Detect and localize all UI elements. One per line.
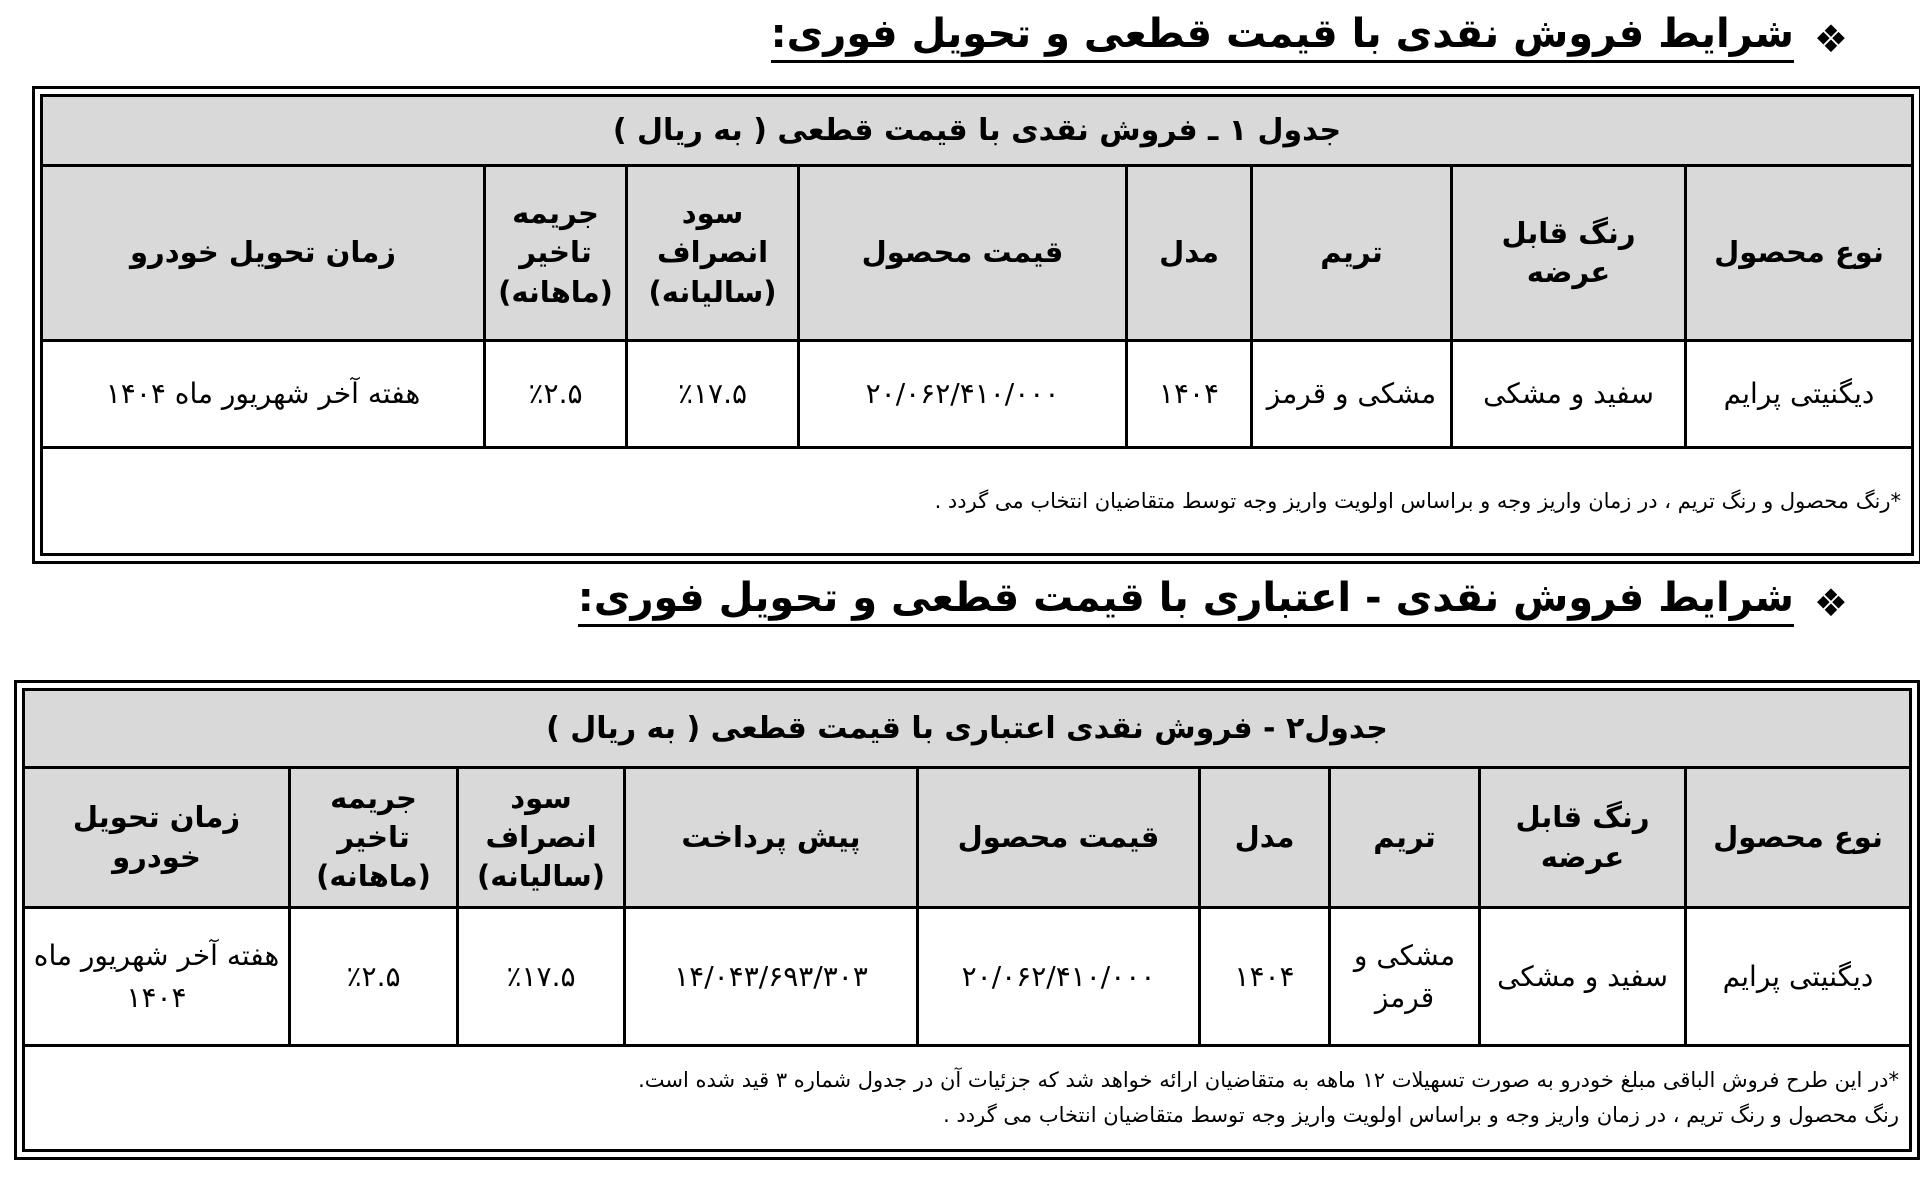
table2-cell-price: ۲۰/۰۶۲/۴۱۰/۰۰۰ (918, 908, 1200, 1046)
table1-header-price: قیمت محصول (799, 166, 1127, 341)
section1-heading-text: شرایط فروش نقدی با قیمت قطعی و تحویل فوری: (771, 14, 1794, 63)
table2-header-model: مدل (1200, 768, 1330, 908)
table1-header-trim: تریم (1252, 166, 1452, 341)
table2-cell-product: دیگنیتی پرایم (1686, 908, 1911, 1046)
table1-frame (32, 86, 1920, 564)
table2-cell-trim: مشکی و قرمز (1330, 908, 1480, 1046)
diamond-bullet-icon: ❖ (1813, 580, 1848, 625)
table2-header-penalty: جریمه تاخیر (ماهانه) (290, 768, 458, 908)
table1-cell-trim: مشکی و قرمز (1252, 341, 1452, 448)
table1-note-text: *رنگ محصول و رنگ تریم ، در زمان واریز وجه و براساس اولویت واریز وجه توسط متقاضیان انتخاب می گردد . (934, 488, 1901, 513)
table1-header-color: رنگ قابل عرضه (1452, 166, 1686, 341)
diamond-bullet-icon: ❖ (1813, 16, 1848, 61)
table2 (22, 688, 1912, 1152)
table1-header-delivery: زمان تحویل خودرو (42, 166, 485, 341)
table1-cell-price: ۲۰/۰۶۲/۴۱۰/۰۰۰ (799, 341, 1127, 448)
table2-frame (14, 680, 1920, 1160)
table2-header-delivery: زمان تحویل خودرو (24, 768, 290, 908)
table1-cell-delivery: هفته آخر شهریور ماه ۱۴۰۴ (42, 341, 485, 448)
table2-header-withdrawal: سود انصراف (سالیانه) (458, 768, 625, 908)
table2-header-prepayment: پیش پرداخت (625, 768, 918, 908)
table1-cell-color: سفید و مشکی (1452, 341, 1686, 448)
table1-cell-penalty: ٪۲.۵ (485, 341, 627, 448)
table1 (40, 94, 1914, 556)
table1-header-penalty: جریمه تاخیر (ماهانه) (485, 166, 627, 341)
table2-cell-prepayment: ۱۴/۰۴۳/۶۹۳/۳۰۳ (625, 908, 918, 1046)
section1-heading (770, 11, 1848, 63)
table2-note-line1: *در این طرح فروش الباقی مبلغ خودرو به صورت تسهیلات ۱۲ ماهه به متقاضیان ارائه خواهد شد که جزئیات آن در جدول شماره ۳ قید شده است. (638, 1068, 1899, 1093)
table2-cell-color: سفید و مشکی (1480, 908, 1686, 1046)
table1-cell-product: دیگنیتی پرایم (1686, 341, 1913, 448)
section2-heading (577, 575, 1848, 627)
table1-cell-withdrawal: ٪۱۷.۵ (627, 341, 799, 448)
table2-title: جدول۲ - فروش نقدی اعتباری با قیمت قطعی ( به ریال ) (24, 690, 1911, 768)
table2-header-trim: تریم (1330, 768, 1480, 908)
table1-cell-model: ۱۴۰۴ (1127, 341, 1252, 448)
table1-note (42, 448, 1913, 555)
table2-header-price: قیمت محصول (918, 768, 1200, 908)
table2-cell-withdrawal: ٪۱۷.۵ (458, 908, 625, 1046)
table1-header-model: مدل (1127, 166, 1252, 341)
table2-cell-model: ۱۴۰۴ (1200, 908, 1330, 1046)
section2-heading-text: شرایط فروش نقدی - اعتباری با قیمت قطعی و تحویل فوری: (578, 578, 1794, 627)
table2-note (24, 1046, 1911, 1151)
table1-header-product: نوع محصول (1686, 166, 1913, 341)
table2-cell-penalty: ٪۲.۵ (290, 908, 458, 1046)
table2-header-product: نوع محصول (1686, 768, 1911, 908)
table2-header-color: رنگ قابل عرضه (1480, 768, 1686, 908)
table1-title: جدول ۱ ـ فروش نقدی با قیمت قطعی ( به ریال ) (42, 96, 1913, 166)
table2-cell-delivery: هفته آخر شهریور ماه ۱۴۰۴ (24, 908, 290, 1046)
table2-note-line2: رنگ محصول و رنگ تریم ، در زمان واریز وجه و براساس اولویت واریز وجه توسط متقاضیان انتخاب می گردد . (943, 1103, 1899, 1127)
table1-header-withdrawal: سود انصراف (سالیانه) (627, 166, 799, 341)
